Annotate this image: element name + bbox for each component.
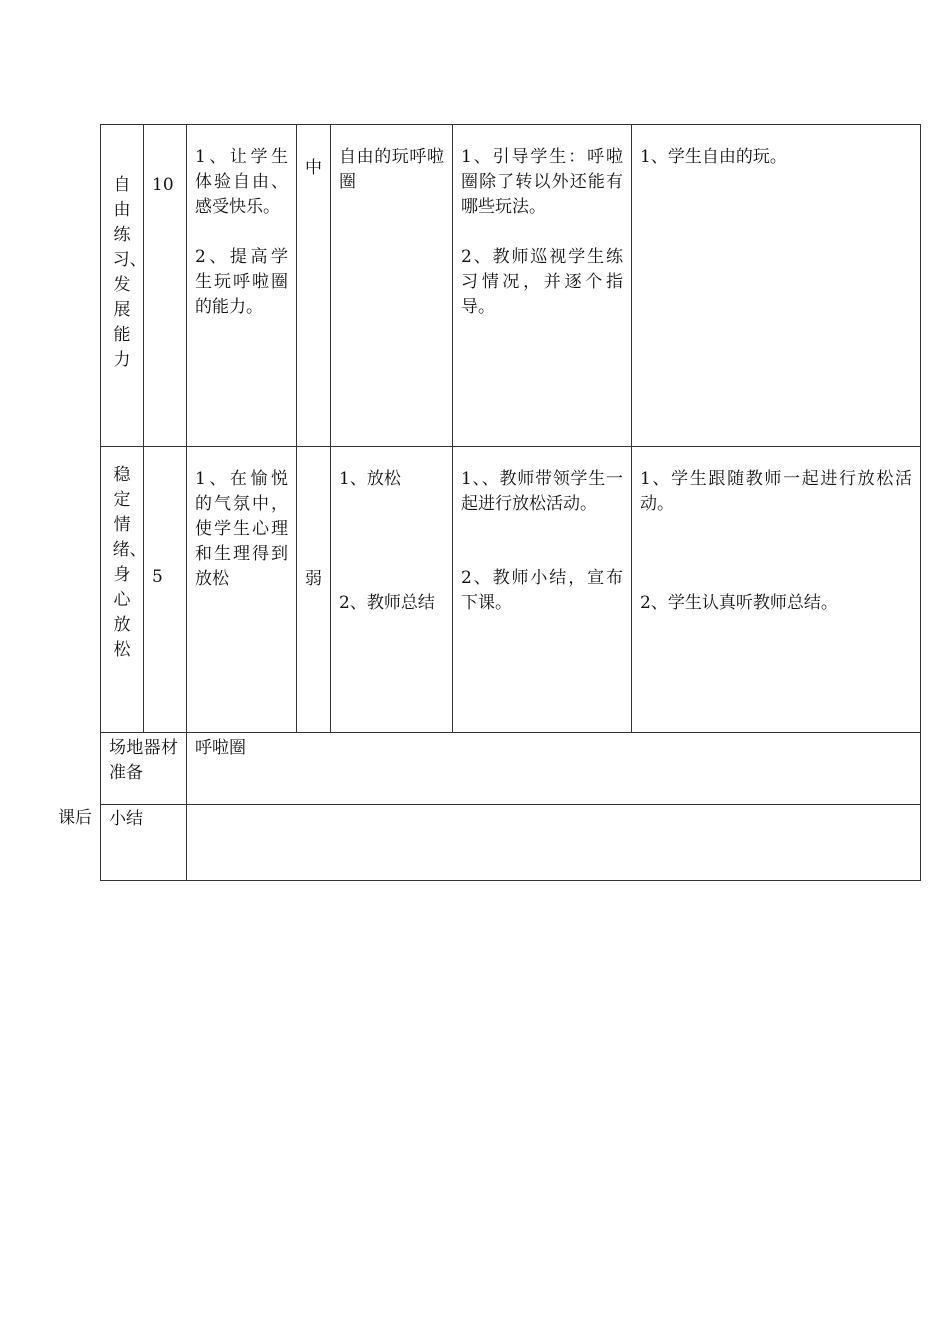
content-cell bbox=[331, 447, 453, 733]
student-cell bbox=[632, 447, 921, 733]
intensity-value: 弱 bbox=[305, 569, 322, 589]
intensity-cell bbox=[297, 447, 331, 733]
intensity-cell bbox=[297, 125, 331, 447]
student-item: 1、学生自由的玩。 bbox=[640, 147, 787, 167]
teacher-item: 1、、教师带领学生一起进行放松活动。 bbox=[461, 469, 623, 514]
stage-label: 自由练习、发展能力 bbox=[112, 175, 147, 370]
teacher-item: 1、引导学生：呼啦圈除了转以外还能有哪些玩法。 bbox=[461, 147, 623, 217]
summary-label-cell bbox=[101, 805, 187, 881]
equipment-value-cell bbox=[187, 733, 921, 805]
equipment-label: 场地器材准备 bbox=[109, 738, 178, 783]
equipment-label-cell bbox=[101, 733, 187, 805]
side-label: 课后 bbox=[58, 808, 92, 828]
summary-label: 小结 bbox=[109, 809, 143, 829]
goals-cell bbox=[187, 447, 297, 733]
summary-value bbox=[187, 805, 920, 807]
table-row bbox=[101, 125, 921, 447]
goals-cell bbox=[187, 125, 297, 447]
stage-cell bbox=[101, 125, 147, 447]
intensity-value: 中 bbox=[305, 157, 322, 178]
student-item: 1、学生跟随教师一起进行放松活动。 bbox=[640, 469, 912, 514]
table-row bbox=[101, 733, 921, 805]
content-item: 自由的玩呼啦圈 bbox=[339, 147, 444, 192]
stage-cell bbox=[101, 447, 147, 733]
teacher-cell bbox=[453, 125, 632, 447]
stage-label: 稳定情绪、身心放松 bbox=[112, 465, 147, 660]
student-cell bbox=[632, 125, 921, 447]
content-cell bbox=[331, 125, 453, 447]
table-row bbox=[101, 805, 921, 881]
goal-item: 1、在愉悦的气氛中，使学生心理和生理得到放松 bbox=[195, 469, 288, 589]
student-item: 2、学生认真听教师总结。 bbox=[640, 593, 838, 613]
minutes-cell bbox=[144, 125, 187, 447]
lesson-plan-table bbox=[100, 124, 921, 881]
teacher-item: 2、教师巡视学生练习情况，并逐个指导。 bbox=[461, 247, 623, 317]
content-item: 2、教师总结 bbox=[339, 593, 435, 613]
goal-item: 2、提高学生玩呼啦圈的能力。 bbox=[195, 247, 288, 317]
minutes-value: 10 bbox=[152, 175, 174, 195]
teacher-item: 2、教师小结，宣布下课。 bbox=[461, 568, 623, 613]
table-row bbox=[101, 447, 921, 733]
goal-item: 1、让学生体验自由、感受快乐。 bbox=[195, 147, 288, 217]
content-item: 1、放松 bbox=[339, 469, 401, 489]
minutes-cell bbox=[144, 447, 187, 733]
teacher-cell bbox=[453, 447, 632, 733]
minutes-value: 5 bbox=[152, 567, 163, 587]
equipment-value: 呼啦圈 bbox=[195, 738, 246, 758]
summary-value-cell bbox=[187, 805, 921, 881]
